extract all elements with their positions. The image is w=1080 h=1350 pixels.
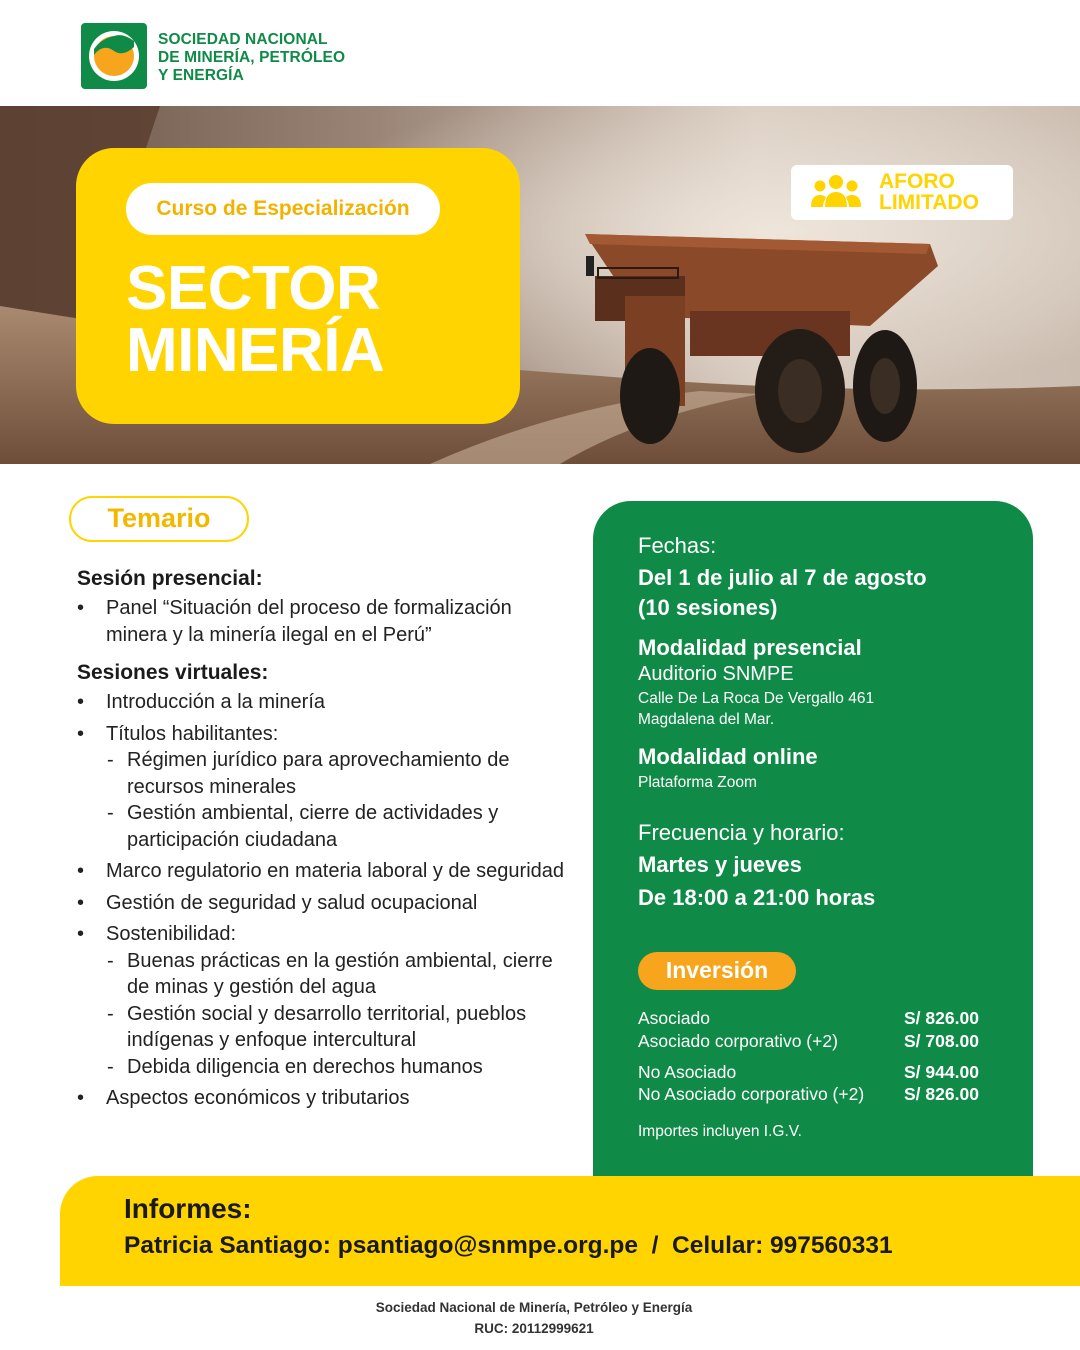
price-label: Asociado bbox=[638, 1008, 710, 1028]
contact-title: Informes: bbox=[124, 1193, 252, 1224]
dates-value: Del 1 de julio al 7 de agosto bbox=[638, 565, 927, 590]
presencial-heading: Sesión presencial: bbox=[77, 567, 263, 590]
topic-item: • Gestión de seguridad y salud ocupacional bbox=[77, 890, 567, 917]
presencial-item: • Panel “Situación del proceso de formalización minera y la minería ilegal en el Perú” bbox=[77, 595, 567, 648]
org-name bbox=[158, 31, 345, 85]
course-info-panel bbox=[593, 501, 1033, 1191]
topic-item-label: Títulos habilitantes: bbox=[106, 722, 279, 745]
footer-org-name: Sociedad Nacional de Minería, Petróleo y Energía bbox=[375, 1300, 693, 1315]
topic-item: • Introducción a la minería bbox=[77, 689, 567, 716]
subtopic-item: - Gestión ambiental, cierre de actividades y participación ciudadana bbox=[106, 800, 567, 853]
schedule-label: Frecuencia y horario: bbox=[638, 820, 845, 845]
limited-capacity-line2: LIMITADO bbox=[879, 191, 979, 214]
contact-details: Patricia Santiago: psantiago@snmpe.org.pe / Celular: 997560331 bbox=[124, 1232, 893, 1259]
virtual-heading: Sesiones virtuales: bbox=[77, 661, 269, 684]
course-type-badge: Curso de Especialización bbox=[126, 183, 440, 235]
price-row bbox=[638, 1030, 994, 1052]
topic-item bbox=[77, 721, 567, 854]
limited-capacity-text bbox=[879, 171, 979, 213]
online-platform: Plataforma Zoom bbox=[638, 774, 757, 791]
online-mode-label: Modalidad online bbox=[638, 744, 818, 769]
subtopic-item: - Buenas prácticas en la gestión ambiental, cierre de minas y gestión del agua bbox=[106, 948, 567, 1001]
snmpe-logo bbox=[81, 23, 147, 89]
subtopic-item: - Debida diligencia en derechos humanos bbox=[106, 1054, 567, 1081]
price-row bbox=[638, 1083, 994, 1105]
onsite-address-line2: Magdalena del Mar. bbox=[638, 711, 775, 728]
contact-band bbox=[60, 1176, 1080, 1286]
investment-heading: Inversión bbox=[638, 952, 796, 990]
price-amount: S/ 708.00 bbox=[904, 1031, 979, 1051]
org-name-line3: Y ENERGÍA bbox=[158, 67, 244, 84]
price-label: No Asociado bbox=[638, 1062, 737, 1082]
subtopic-item: - Gestión social y desarrollo territorial, pueblos indígenas y enfoque intercultural bbox=[106, 1001, 567, 1054]
limited-capacity-line1: AFORO bbox=[879, 170, 955, 193]
schedule-days: Martes y jueves bbox=[638, 852, 802, 877]
footer-ruc: RUC: 20112999621 bbox=[474, 1321, 594, 1336]
price-row bbox=[638, 1061, 994, 1083]
people-icon bbox=[811, 173, 861, 213]
onsite-address-line1: Calle De La Roca De Vergallo 461 bbox=[638, 690, 875, 707]
onsite-mode-label: Modalidad presencial bbox=[638, 635, 862, 660]
footer bbox=[0, 1297, 1068, 1339]
sessions-count: (10 sesiones) bbox=[638, 595, 778, 620]
price-label: Asociado corporativo (+2) bbox=[638, 1031, 838, 1051]
dates-label: Fechas: bbox=[638, 533, 717, 558]
tax-note: Importes incluyen I.G.V. bbox=[638, 1123, 802, 1140]
price-amount: S/ 826.00 bbox=[904, 1008, 979, 1028]
schedule-hours: De 18:00 a 21:00 horas bbox=[638, 885, 876, 910]
temario-heading: Temario bbox=[69, 496, 249, 542]
price-amount: S/ 944.00 bbox=[904, 1062, 979, 1082]
topic-item: • Aspectos económicos y tributarios bbox=[77, 1085, 567, 1112]
course-title-line1: SECTOR bbox=[126, 254, 381, 323]
price-amount: S/ 826.00 bbox=[904, 1084, 979, 1104]
org-name-line1: SOCIEDAD NACIONAL bbox=[158, 31, 328, 48]
topic-item-label: Sostenibilidad: bbox=[106, 923, 237, 945]
price-label: No Asociado corporativo (+2) bbox=[638, 1084, 865, 1104]
price-row bbox=[638, 1007, 994, 1029]
org-name-line2: DE MINERÍA, PETRÓLEO bbox=[158, 49, 346, 66]
topic-item bbox=[77, 921, 567, 1080]
logo-emblem-icon bbox=[81, 23, 147, 89]
course-title-line2: MINERÍA bbox=[126, 316, 385, 385]
subtopic-item: - Régimen jurídico para aprovechamiento de recursos minerales bbox=[106, 747, 567, 800]
topic-item: • Marco regulatorio en materia laboral y de seguridad bbox=[77, 858, 567, 885]
temario-list bbox=[77, 566, 567, 1112]
onsite-venue: Auditorio SNMPE bbox=[638, 663, 794, 685]
course-title bbox=[126, 254, 385, 385]
limited-capacity-badge bbox=[791, 165, 1013, 220]
